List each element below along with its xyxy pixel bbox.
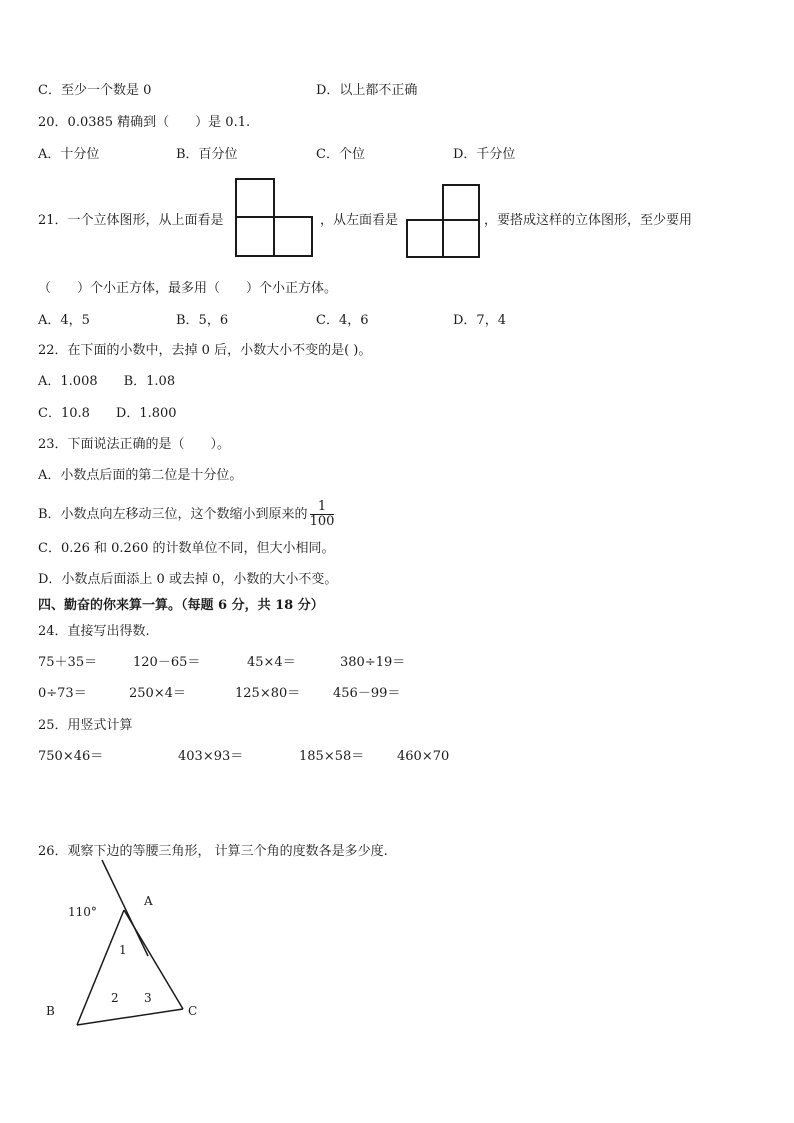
q21-option-a: A．4，5 [38, 313, 90, 328]
triangle-side-ac [124, 910, 183, 1009]
q21-stem-line2: （ ）个小正方体，最多用（ ）个小正方体。 [38, 281, 338, 296]
q24-item-4: 380÷19＝ [340, 655, 406, 670]
q23-stem: 23．下面说法正确的是（ ）。 [38, 437, 231, 452]
q22-options-row1: A．1.008 B．1.08 [38, 374, 176, 389]
q24-item-7: 125×80＝ [235, 686, 301, 701]
vertex-c-label: C [188, 1004, 198, 1018]
q24-item-3: 45×4＝ [247, 655, 296, 670]
q21-option-b: B．5，6 [176, 313, 229, 328]
section-4-title: 四、勤奋的你来算一算。（每题 6 分，共 18 分） [38, 598, 324, 613]
fraction-one-hundredth [310, 500, 335, 529]
q25-item-4: 460×70 [397, 749, 450, 764]
q24-item-1: 75＋35＝ [38, 655, 98, 670]
triangle-side-bc [77, 1009, 183, 1025]
q19-option-c: C．至少一个数是 0 [38, 83, 152, 98]
fraction-numerator: 1 [310, 500, 335, 515]
q24-item-2: 120－65＝ [133, 655, 201, 670]
q21-option-d: D．7，4 [453, 313, 506, 328]
q21-stem-part1: 21．一个立体图形，从上面看是 [38, 213, 224, 228]
fraction-denominator: 100 [309, 514, 335, 529]
q20-option-a: A．十分位 [38, 147, 100, 162]
q20-stem: 20．0.0385 精确到（ ）是 0.1. [38, 115, 251, 130]
q23-option-b [38, 500, 334, 529]
q23-option-b-text: B．小数点向左移动三位，这个数缩小到原来的 [38, 507, 308, 522]
q24-stem: 24．直接写出得数. [38, 624, 150, 639]
isosceles-triangle-figure [40, 858, 220, 1038]
q19-option-d: D．以上都不正确 [316, 83, 418, 98]
angle-2-label: 2 [111, 991, 119, 1005]
q21-stem-part3: ，要搭成这样的立体图形，至少要用 [484, 213, 693, 228]
q25-item-2: 403×93＝ [178, 749, 244, 764]
triangle-side-ab [77, 910, 124, 1025]
top-view-figure [234, 177, 314, 259]
q20-option-d: D．千分位 [453, 147, 516, 162]
angle-3-label: 3 [144, 991, 152, 1005]
vertex-a-label: A [144, 894, 153, 908]
angle-1-label: 1 [119, 943, 127, 957]
q20-option-c: C．个位 [316, 147, 365, 162]
q22-stem: 22．在下面的小数中，去掉 0 后，小数大小不变的是( )。 [38, 343, 372, 358]
q26-stem: 26．观察下边的等腰三角形， 计算三个角的度数各是多少度. [38, 844, 388, 859]
triangle-side-ab-extended [102, 860, 148, 956]
q24-item-8: 456－99＝ [333, 686, 401, 701]
q24-item-5: 0÷73＝ [38, 686, 87, 701]
q21-option-c: C．4，6 [316, 313, 369, 328]
q20-option-b: B．百分位 [176, 147, 238, 162]
q23-option-c: C．0.26 和 0.260 的计数单位不同，但大小相同。 [38, 541, 335, 556]
q23-option-a: A．小数点后面的第二位是十分位。 [38, 468, 243, 483]
q22-options-row2: C．10.8 D．1.800 [38, 406, 177, 421]
exterior-angle-label: 110° [68, 905, 97, 919]
q21-stem-part2: ，从左面看是 [320, 213, 399, 228]
q23-option-d: D．小数点后面添上 0 或去掉 0，小数的大小不变。 [38, 572, 338, 587]
q25-stem: 25．用竖式计算 [38, 718, 133, 733]
vertex-b-label: B [46, 1004, 55, 1018]
left-view-figure [405, 183, 481, 259]
q24-item-6: 250×4＝ [129, 686, 186, 701]
q25-item-3: 185×58＝ [299, 749, 365, 764]
q25-item-1: 750×46＝ [38, 749, 104, 764]
